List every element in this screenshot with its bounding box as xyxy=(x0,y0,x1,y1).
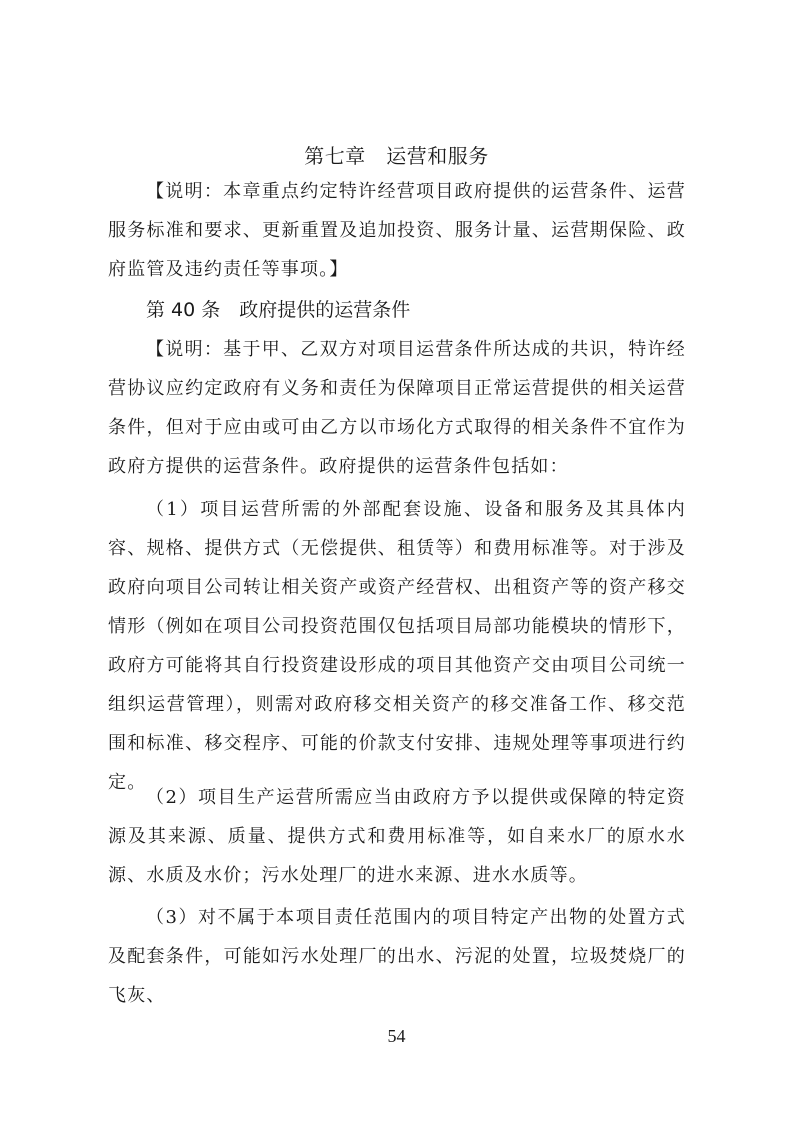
article-title: 第 40 条 政府提供的运营条件 xyxy=(146,299,411,321)
page-number: 54 xyxy=(387,1026,406,1046)
paragraph-item-2: （2）项目生产运营所需应当由政府方予以提供或保障的特定资源及其来源、质量、提供方式和费用标准等，如自来水厂的原水水源、水质及水价；污水处理厂的进水来源、进水水质等。 xyxy=(108,787,686,886)
article-note: 【说明：基于甲、乙双方对项目运营条件所达成的共识，特许经营协议应约定政府有义务和责任为保障项目正常运营提供的相关运营条件，但对于应由或可由乙方以市场化方式取得的相关条件不宜作为政府方提供的运营条件。政府提供的运营条件包括如： xyxy=(108,339,686,477)
chapter-title: 第七章 运营和服务 xyxy=(304,144,489,168)
chapter-note: 【说明：本章重点约定特许经营项目政府提供的运营条件、运营服务标准和要求、更新重置及追加投资、服务计量、运营期保险、政府监管及违约责任等事项。】 xyxy=(108,181,686,280)
paragraph-item-3: （3）对不属于本项目责任范围内的项目特定产出物的处置方式及配套条件，可能如污水处理厂的出水、污泥的处置，垃圾焚烧厂的飞灰、 xyxy=(108,907,686,1006)
paragraph-item-1: （1）项目运营所需的外部配套设施、设备和服务及其具体内容、规格、提供方式（无偿提供、租赁等）和费用标准等。对于涉及政府向项目公司转让相关资产或资产经营权、出租资产等的资产移交情形（例如在项目公司投资范围仅包括项目局部功能模块的情形下，政府方可能将其自行投资建设形成的项目其他资产交由项目公司统一组织运营管理），则需对政府移交相关资产的移交准备工作、移交范围和标准、移交程序、可能的价款支付安排、违规处理等事项进行约定。 xyxy=(108,499,686,793)
